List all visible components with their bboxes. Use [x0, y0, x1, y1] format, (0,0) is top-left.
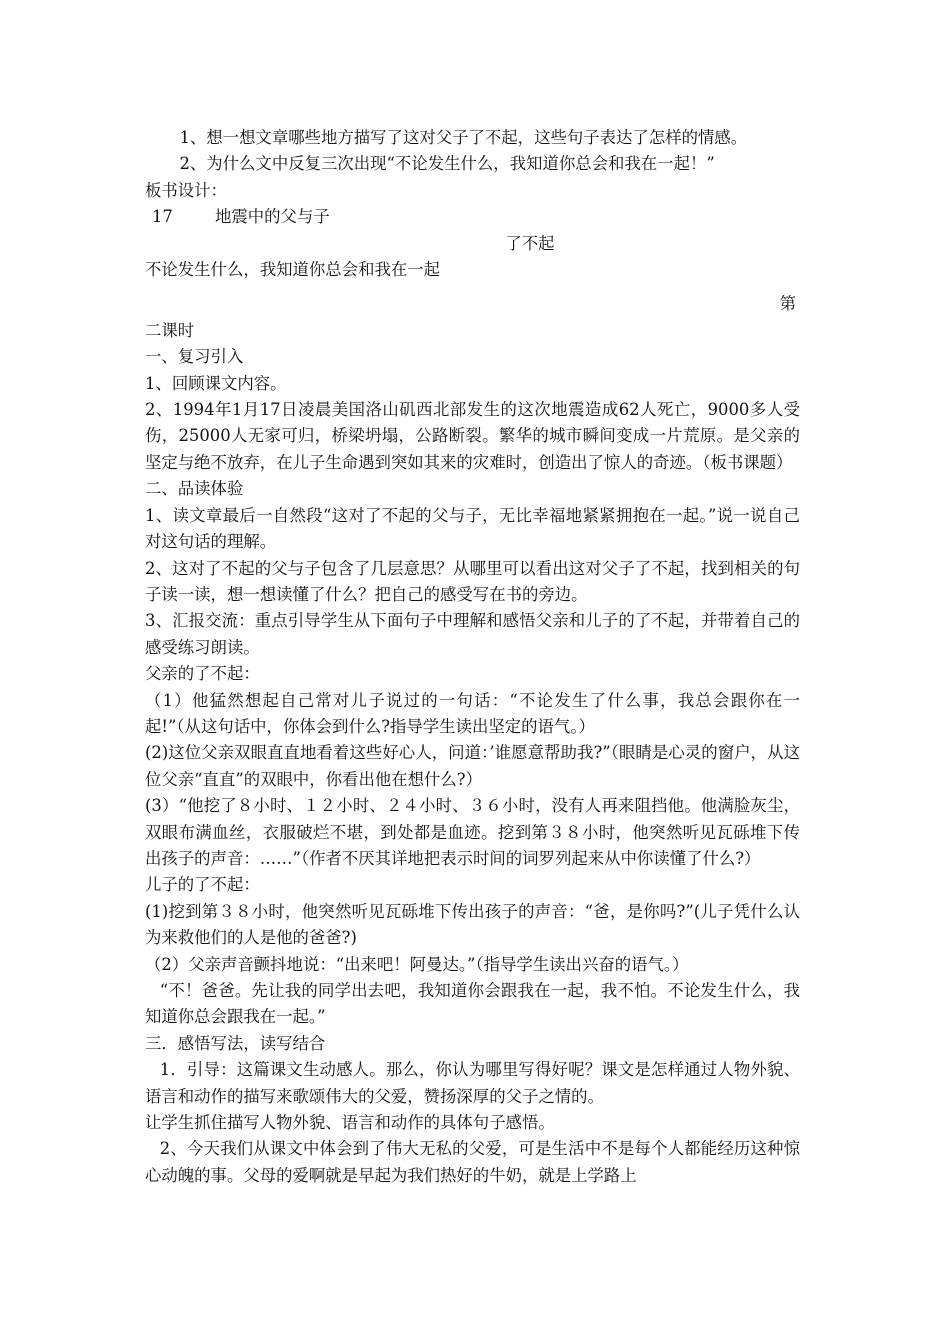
writing-item-1b: 让学生抓住描写人物外貌、语言和动作的具体句子感悟。	[145, 1113, 555, 1133]
son-heading: 儿子的了不起：	[145, 875, 260, 895]
second-lesson-label-b: 二课时	[145, 320, 195, 340]
lesson-title: 地震中的父与子	[215, 207, 330, 227]
lesson-number: 17	[152, 207, 173, 227]
writing-item-2: 2、今天我们从课文中体会到了伟大无私的父爱，可是生活中不是每个人都能经历这种惊心动魄的事。父母的爱啊就是早起为我们热好的牛奶，就是上学路上	[145, 1139, 800, 1185]
son-point-2: （2）父亲声音颤抖地说：“出来吧！阿曼达。”（指导学生读出兴奋的语气。）	[145, 954, 689, 974]
board-quote: 不论发生什么，我知道你总会和我在一起	[145, 260, 441, 280]
reading-item-2: 2、这对了不起的父与子包含了几层意思？从哪里可以看出这对父子了不起，找到相关的句子读一读，想一想读懂了什么？把自己的感受写在书的旁边。	[145, 558, 800, 604]
reading-heading: 二、品读体验	[145, 479, 244, 499]
question-1: 1、想一想文章哪些地方描写了这对父子了不起，这些句子表达了怎样的情感。	[179, 128, 748, 147]
father-point-2: (2)这位父亲双眼直直地看着这些好心人，问道：’谁愿意帮助我?”（眼睛是心灵的窗户，从这位父亲“直直”的双眼中，你看出他在想什么?）	[145, 743, 800, 789]
second-lesson-label-a: 第	[779, 294, 796, 314]
board-heading: 板书设计：	[145, 180, 227, 200]
board-title-row	[145, 204, 800, 230]
document-page	[145, 125, 800, 1189]
son-point-1: (1)挖到第３８小时，他突然听见瓦砾堆下传出孩子的声音：“爸，是你吗?”(儿子凭什么认为来救他们的人是他的爸爸?)	[145, 901, 800, 948]
question-2: 2、为什么文中反复三次出现“不论发生什么，我知道你总会和我在一起！”	[179, 154, 715, 174]
father-heading: 父亲的了不起：	[145, 664, 260, 684]
father-point-1: （1）他猛然想起自己常对儿子说过的一句话：“不论发生了什么事，我总会跟你在一起!”（从这句话中，你体会到什么?指导学生读出坚定的语气。）	[145, 690, 800, 736]
son-point-3: “不！爸爸。先让我的同学出去吧，我知道你会跟我在一起，我不怕。不论发生什么，我知道你总会跟我在一起。”	[145, 981, 800, 1027]
board-middle: 了不起	[505, 233, 555, 253]
reading-item-3: 3、汇报交流：重点引导学生从下面句子中理解和感悟父亲和儿子的了不起，并带着自己的感受练习朗读。	[145, 611, 800, 657]
reading-item-1: 1、读文章最后一自然段“这对了不起的父与子，无比幸福地紧紧拥抱在一起。”说一说自己对这句话的理解。	[145, 505, 800, 552]
review-item-1: 1、回顾课文内容。	[145, 373, 287, 393]
writing-heading: 三．感悟写法，读写结合	[145, 1033, 326, 1053]
review-item-2: 2、1994年1月17日凌晨美国洛山矶西北部发生的这次地震造成62人死亡，9000多人受伤，25000人无家可归，桥梁坍塌，公路断裂。繁华的城市瞬间变成一片荒原。是父亲的坚定与绝不放弃，在儿子生命遇到突如其来的灾难时，创造出了惊人的奇迹。（板书课题）	[145, 400, 800, 472]
review-heading: 一、复习引入	[145, 347, 244, 367]
writing-item-1: 1．引导：这篇课文生动感人。那么，你认为哪里写得好呢？课文是怎样通过人物外貌、语言和动作的描写来歌颂伟大的父爱，赞扬深厚的父子之情的。	[145, 1060, 800, 1106]
father-point-3: (3）“他挖了８小时、１２小时、２４小时、３６小时，没有人再来阻挡他。他满脸灰尘，双眼布满血丝，衣服破烂不堪，到处都是血迹。挖到第３８小时，他突然听见瓦砾堆下传出孩子的声音：……”（作者不厌其详地把表示时间的词罗列起来从中你读懂了什么?）	[145, 796, 800, 868]
